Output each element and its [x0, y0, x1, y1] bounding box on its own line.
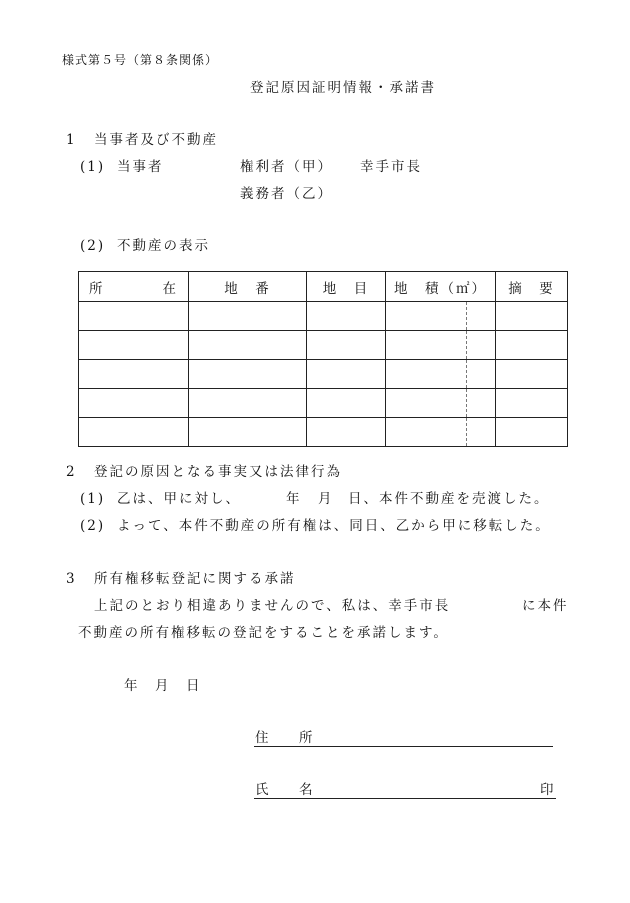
consent-text-line1-a: 上記のとおり相違ありませんので、私は、幸手市長 [94, 598, 451, 614]
table-row [79, 389, 568, 418]
date-year: 年 [124, 678, 140, 694]
section2-item1-month: 月 [318, 491, 334, 507]
date-day: 日 [186, 678, 202, 694]
cell-location[interactable] [79, 331, 189, 360]
section2-item1-year: 年 [286, 491, 302, 507]
party-a-role: 権利者（甲） [240, 159, 333, 175]
cell-remarks[interactable] [496, 331, 568, 360]
section2-item1-day: 日、本件不動産を売渡した。 [348, 491, 550, 507]
section2-heading: 登記の原因となる事実又は法律行為 [94, 464, 342, 480]
section2-item1-number: (1) [80, 491, 106, 507]
cell-location[interactable] [79, 360, 189, 389]
cell-remarks[interactable] [496, 418, 568, 447]
table-row [79, 418, 568, 447]
section2-item2-text: よって、本件不動産の所有権は、同日、乙から甲に移転した。 [117, 518, 551, 534]
header-remarks: 摘 要 [496, 272, 568, 302]
section1-number: 1 [66, 132, 77, 148]
table-row [79, 331, 568, 360]
section1-sub1-label: 当事者 [117, 159, 164, 175]
cell-land-category[interactable] [307, 331, 386, 360]
party-b-role: 義務者（乙） [240, 186, 333, 202]
cell-lot-number[interactable] [189, 331, 307, 360]
cell-land-category[interactable] [307, 418, 386, 447]
cell-lot-number[interactable] [189, 389, 307, 418]
cell-lot-number[interactable] [189, 360, 307, 389]
section2-number: 2 [66, 464, 77, 480]
cell-remarks[interactable] [496, 360, 568, 389]
header-location-a: 所 [89, 280, 105, 297]
form-number-label: 様式第５号（第８条関係） [62, 53, 219, 67]
cell-land-area[interactable] [386, 331, 496, 360]
seal-mark: 印 [540, 782, 554, 798]
header-location [79, 272, 189, 302]
cell-remarks[interactable] [496, 302, 568, 331]
section1-sub1-number: (1) [80, 159, 106, 175]
header-land-area: 地 積（㎡） [386, 272, 496, 302]
name-label-b: 名 [299, 782, 313, 798]
property-table [78, 271, 568, 447]
address-label-b: 所 [299, 730, 313, 746]
header-land-category: 地 目 [307, 272, 386, 302]
cell-location[interactable] [79, 418, 189, 447]
cell-lot-number[interactable] [189, 302, 307, 331]
cell-land-area[interactable] [386, 360, 496, 389]
cell-land-category[interactable] [307, 360, 386, 389]
table-row [79, 360, 568, 389]
section3-number: 3 [66, 571, 77, 587]
table-row [79, 302, 568, 331]
consent-text-line2: 不動産の所有権移転の登記をすることを承諾します。 [78, 625, 449, 641]
table-header-row [79, 272, 568, 302]
consent-text-line1-b: に本件 [522, 598, 569, 614]
section2-item1-text: 乙は、甲に対し、 [117, 491, 241, 507]
cell-location[interactable] [79, 389, 189, 418]
cell-land-category[interactable] [307, 389, 386, 418]
cell-remarks[interactable] [496, 389, 568, 418]
section1-heading: 当事者及び不動産 [94, 132, 218, 148]
name-label-a: 氏 [255, 782, 269, 798]
section1-sub2-label: 不動産の表示 [117, 238, 210, 254]
date-month: 月 [155, 678, 171, 694]
cell-land-area[interactable] [386, 302, 496, 331]
cell-location[interactable] [79, 302, 189, 331]
party-a-name: 幸手市長 [360, 159, 422, 175]
header-lot-number: 地 番 [189, 272, 307, 302]
address-label-a: 住 [255, 730, 269, 746]
header-location-b: 在 [162, 280, 178, 297]
document-title: 登記原因証明情報・承諾書 [250, 80, 436, 96]
section2-item2-number: (2) [80, 518, 106, 534]
cell-land-area[interactable] [386, 389, 496, 418]
cell-lot-number[interactable] [189, 418, 307, 447]
cell-land-area[interactable] [386, 418, 496, 447]
section1-sub2-number: (2) [80, 238, 106, 254]
section3-heading: 所有権移転登記に関する承諾 [94, 571, 296, 587]
cell-land-category[interactable] [307, 302, 386, 331]
